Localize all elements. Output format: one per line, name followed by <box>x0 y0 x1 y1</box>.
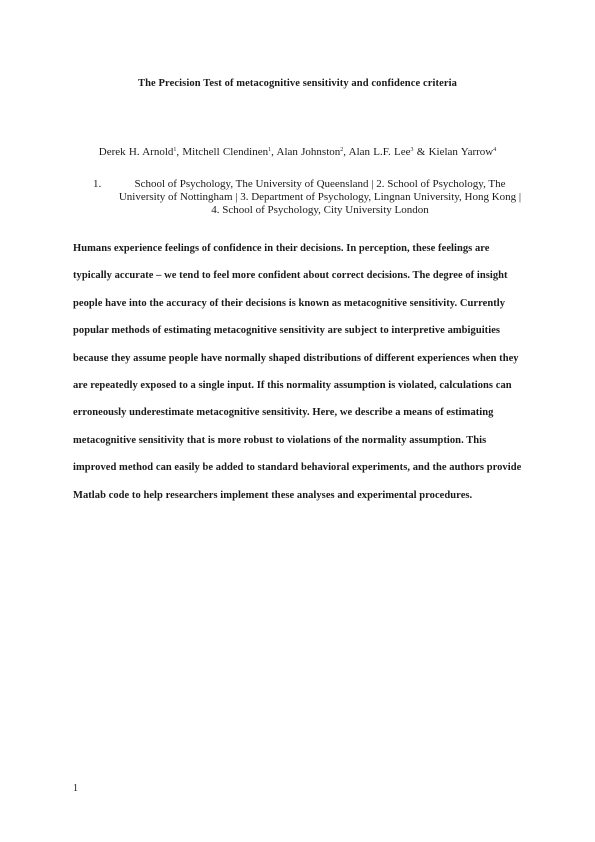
author-name: Mitchell Clendinen <box>182 146 269 158</box>
affiliation-list <box>93 178 525 217</box>
author-name: Derek H. Arnold <box>98 146 174 158</box>
author-affiliation-mark: 1 <box>173 147 177 153</box>
affiliation-item <box>93 178 525 217</box>
author <box>99 146 183 158</box>
author-affiliation-mark: 4 <box>493 147 497 153</box>
author-affiliation-mark: 3 <box>410 147 414 153</box>
author-affiliation-mark: 2 <box>340 147 344 153</box>
author-separator: , <box>343 146 349 158</box>
page-number: 1 <box>73 783 78 794</box>
author-affiliation-mark: 1 <box>268 147 272 153</box>
author-name: Alan Johnston <box>276 146 341 158</box>
author-name: Alan L.F. Lee <box>348 146 411 158</box>
author <box>182 146 276 158</box>
author-separator: , <box>271 146 277 158</box>
author-separator: , <box>176 146 183 158</box>
abstract: Humans experience feelings of confidence in their decisions. In perception, these feelings are typically accurate – we tend to feel more confident about correct decisions. The degree of insight people have into the accuracy of their decisions is known as metacognitive sensitivity. Currently popular methods of estimating metacognitive sensitivity are subject to interpretive ambiguities because they assume people have normally shaped distributions of different experiences when they are repeatedly exposed to a single input. If this normality assumption is violated, calculations can erroneously underestimate metacognitive sensitivity. Here, we describe a means of estimating metacognitive sensitivity that is more robust to violations of the normality assumption. This improved method can easily be added to standard behavioral experiments, and the authors provide Matlab code to help researchers implement these analyses and experimental procedures. <box>73 243 522 501</box>
author <box>277 146 349 158</box>
affiliation-text: School of Psychology, The University of Queensland | 2. School of Psychology, The University of Nottingham | 3. Department of Psychology, Lingnan University, Hong Kong | 4. School of Psychology, City University London <box>118 178 522 216</box>
paper-title: The Precision Test of metacognitive sensitivity and confidence criteria <box>138 78 457 89</box>
affiliation-number: 1. <box>93 178 102 190</box>
author <box>349 146 429 158</box>
author <box>429 146 497 158</box>
author-separator: & <box>413 146 429 158</box>
author-list <box>0 146 595 158</box>
author-name: Kielan Yarrow <box>428 146 494 158</box>
